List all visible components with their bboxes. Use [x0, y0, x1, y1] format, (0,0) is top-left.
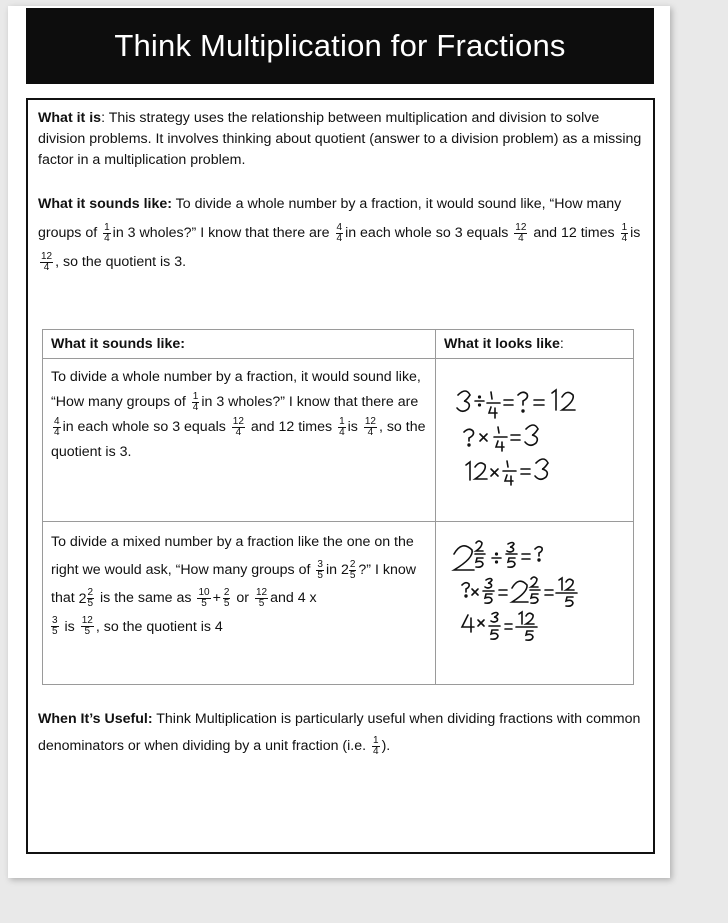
fraction: $\frac{1}{4}$	[373, 734, 379, 757]
content-box	[26, 98, 655, 854]
strategy-table	[42, 329, 634, 685]
sounds-like-text: and 12 times	[533, 225, 615, 241]
fraction: $\frac{3}{5}$	[317, 558, 323, 581]
mixed-number: 2 $\frac{2}{5}$	[78, 587, 94, 609]
fraction: $\frac{2}{5}$	[223, 587, 230, 609]
fraction: $\frac{12}{4}$	[232, 415, 244, 438]
row1-looks-like-cell	[436, 359, 634, 522]
what-it-is-text: : This strategy uses the relationship between multiplication and division to solve division problems. It involves thinking about quotient (answer to a division problem) as a missing factor in a multiplication problem.	[38, 110, 642, 168]
fraction: $\frac{4}{4}$	[54, 415, 60, 438]
fraction: $\frac{12}{4}$	[364, 415, 376, 438]
what-it-is-paragraph	[38, 108, 642, 171]
table-header-row	[43, 330, 634, 359]
fraction: $\frac{4}{4}$	[336, 221, 343, 244]
what-it-is-label: What it is	[38, 110, 102, 126]
useful-label: When It’s Useful:	[38, 711, 153, 727]
table-row	[43, 359, 634, 522]
fraction: $\frac{12}{5}$	[81, 615, 93, 638]
sounds-like-label: What it sounds like:	[38, 196, 172, 212]
useful-paragraph: When It’s Useful: Think Multiplication is particularly useful when dividing fractions with common denominators or when dividing by a unit fraction (i.e. $\frac{1}{4}$ ).	[38, 711, 641, 757]
title-banner	[26, 8, 654, 84]
mixed-number: 2 $\frac{2}{5}$	[340, 558, 356, 581]
worksheet-page	[8, 6, 670, 878]
sounds-like-text: To divide a whole number by a fraction, it would sound like, “How many groups of	[38, 196, 622, 241]
page-title: Think Multiplication for Fractions	[114, 28, 566, 63]
handwritten-work-2	[436, 522, 632, 680]
fraction: $\frac{12}{4}$	[41, 250, 53, 273]
useful-text: Think Multiplication is particularly useful when dividing fractions with common denominators or when dividing by a unit fraction (i.e.	[38, 711, 641, 754]
row1-sounds-like-cell: To divide a whole number by a fraction, it would sound like, “How many groups of $\frac{1}{4}$ in 3 wholes?” I know that there are $\frac{4}{4}$ in each whole so 3 equals $\frac{12}{4}$ and 12 times $\frac{1}{4}$ is $\frac{12}{4}$ , so the quotient is 3.	[43, 359, 436, 522]
fraction: $\frac{1}{4}$	[104, 221, 110, 244]
col-sounds-like-header: What it sounds like:	[43, 330, 436, 359]
fraction: $\frac{10}{5}$	[198, 587, 210, 609]
sounds-like-text: is	[630, 225, 641, 241]
sounds-like-paragraph	[38, 190, 642, 277]
row2-sounds-like-cell: To divide a mixed number by a fraction like the one on the right we would ask, “How many groups of $\frac{3}{5}$ in 2 $\frac{2}{5}$ ?” I know that 2 $\frac{2}{5}$ is the same as $\frac{10}{5}$ + $\frac{2}{5}$ or $\frac{12}{5}$ and 4 x $\frac{3}{5}$ is $\frac{12}{5}$ , so the quotient is 4	[43, 522, 436, 685]
sounds-like-text: in each whole so 3 equals	[345, 225, 509, 241]
table-row	[43, 522, 634, 685]
fraction: $\frac{12}{5}$	[255, 587, 268, 609]
row2-looks-like-cell	[436, 522, 634, 685]
handwritten-work-1	[436, 359, 632, 517]
fraction: $\frac{1}{4}$	[192, 390, 199, 413]
sounds-like-text: , so the quotient is 3.	[55, 254, 187, 270]
fraction: $\frac{1}{4}$	[621, 221, 628, 244]
fraction: $\frac{1}{4}$	[339, 415, 345, 438]
fraction: $\frac{3}{5}$	[52, 615, 58, 638]
sounds-like-text: in 3 wholes?” I know that there are	[112, 225, 330, 241]
col-looks-like-header: What it looks like:	[436, 330, 634, 359]
fraction: $\frac{12}{4}$	[515, 221, 527, 244]
